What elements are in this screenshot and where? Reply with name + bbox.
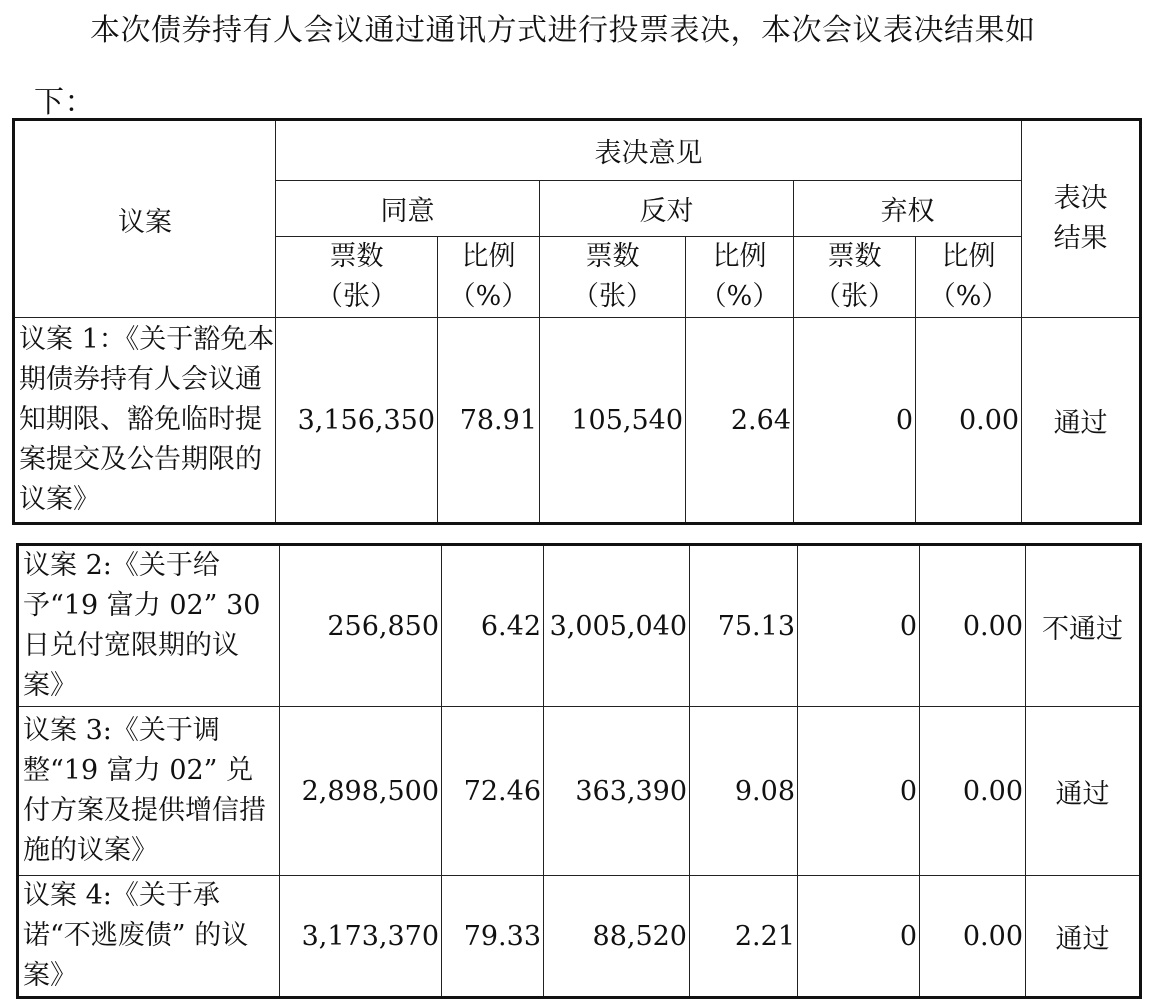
abstain-votes: 0	[798, 545, 920, 707]
header-abstain-votes	[794, 237, 916, 318]
ratio-label: 比例	[461, 241, 516, 272]
votes-unit: （张）	[814, 281, 895, 312]
votes-unit: （张）	[572, 281, 653, 312]
agree-votes: 256,850	[280, 545, 442, 707]
agree-ratio: 6.42	[442, 545, 544, 707]
oppose-ratio: 9.08	[690, 707, 798, 876]
abstain-votes: 0	[798, 876, 920, 998]
oppose-votes: 88,520	[544, 876, 690, 998]
abstain-ratio: 0.00	[920, 707, 1026, 876]
votes-label: 票数	[329, 241, 384, 272]
votes-label: 票数	[585, 241, 640, 272]
oppose-votes: 3,005,040	[544, 545, 690, 707]
header-opinion: 表决意见	[276, 120, 1022, 181]
oppose-votes: 105,540	[540, 318, 686, 524]
votes-label: 票数	[827, 241, 882, 272]
motion-title: 议案 4:《关于承诺“不逃废债” 的议案》	[18, 876, 280, 998]
header-abstain: 弃权	[794, 181, 1022, 237]
motion-title: 议案 1：《关于豁免本期债券持有人会议通知期限、豁免临时提案提交及公告期限的议案》	[14, 318, 276, 524]
header-result-label: 表决 结果	[1053, 183, 1108, 254]
vote-result: 通过	[1022, 318, 1141, 524]
agree-votes: 2,898,500	[280, 707, 442, 876]
table-row	[18, 707, 1141, 876]
header-abstain-ratio	[916, 237, 1022, 318]
intro-text-line2: 下：	[34, 85, 95, 120]
oppose-ratio: 2.64	[686, 318, 794, 524]
header-oppose-ratio	[686, 237, 794, 318]
ratio-label: 比例	[941, 241, 996, 272]
vote-result: 通过	[1026, 707, 1141, 876]
ratio-unit: （%）	[448, 281, 529, 312]
ratio-unit: （%）	[699, 281, 780, 312]
agree-ratio: 78.91	[438, 318, 540, 524]
header-oppose-votes	[540, 237, 686, 318]
header-agree: 同意	[276, 181, 540, 237]
vote-result: 不通过	[1026, 545, 1141, 707]
ratio-label: 比例	[712, 241, 767, 272]
header-motion: 议案	[14, 120, 276, 318]
oppose-votes: 363,390	[544, 707, 690, 876]
abstain-ratio: 0.00	[920, 876, 1026, 998]
agree-votes: 3,156,350	[276, 318, 438, 524]
abstain-votes: 0	[794, 318, 916, 524]
votes-unit: （张）	[316, 281, 397, 312]
abstain-votes: 0	[798, 707, 920, 876]
table-row	[14, 318, 1141, 524]
abstain-ratio: 0.00	[916, 318, 1022, 524]
motion-title: 议案 2:《关于给予“19 富力 02” 30 日兑付宽限期的议案》	[18, 545, 280, 707]
oppose-ratio: 75.13	[690, 545, 798, 707]
table-row	[18, 876, 1141, 998]
agree-ratio: 79.33	[442, 876, 544, 998]
agree-ratio: 72.46	[442, 707, 544, 876]
header-agree-votes	[276, 237, 438, 318]
intro-text-line1: 本次债券持有人会议通过通讯方式进行投票表决，本次会议表决结果如	[90, 13, 1036, 48]
abstain-ratio: 0.00	[920, 545, 1026, 707]
vote-results-table-part2	[16, 543, 1142, 999]
vote-results-table-part1	[12, 118, 1142, 525]
ratio-unit: （%）	[928, 281, 1009, 312]
motion-title: 议案 3:《关于调整“19 富力 02” 兑付方案及提供增信措施的议案》	[18, 707, 280, 876]
oppose-ratio: 2.21	[690, 876, 798, 998]
agree-votes: 3,173,370	[280, 876, 442, 998]
header-agree-ratio	[438, 237, 540, 318]
header-result	[1022, 120, 1141, 318]
header-oppose: 反对	[540, 181, 794, 237]
table-row	[18, 545, 1141, 707]
vote-result: 通过	[1026, 876, 1141, 998]
